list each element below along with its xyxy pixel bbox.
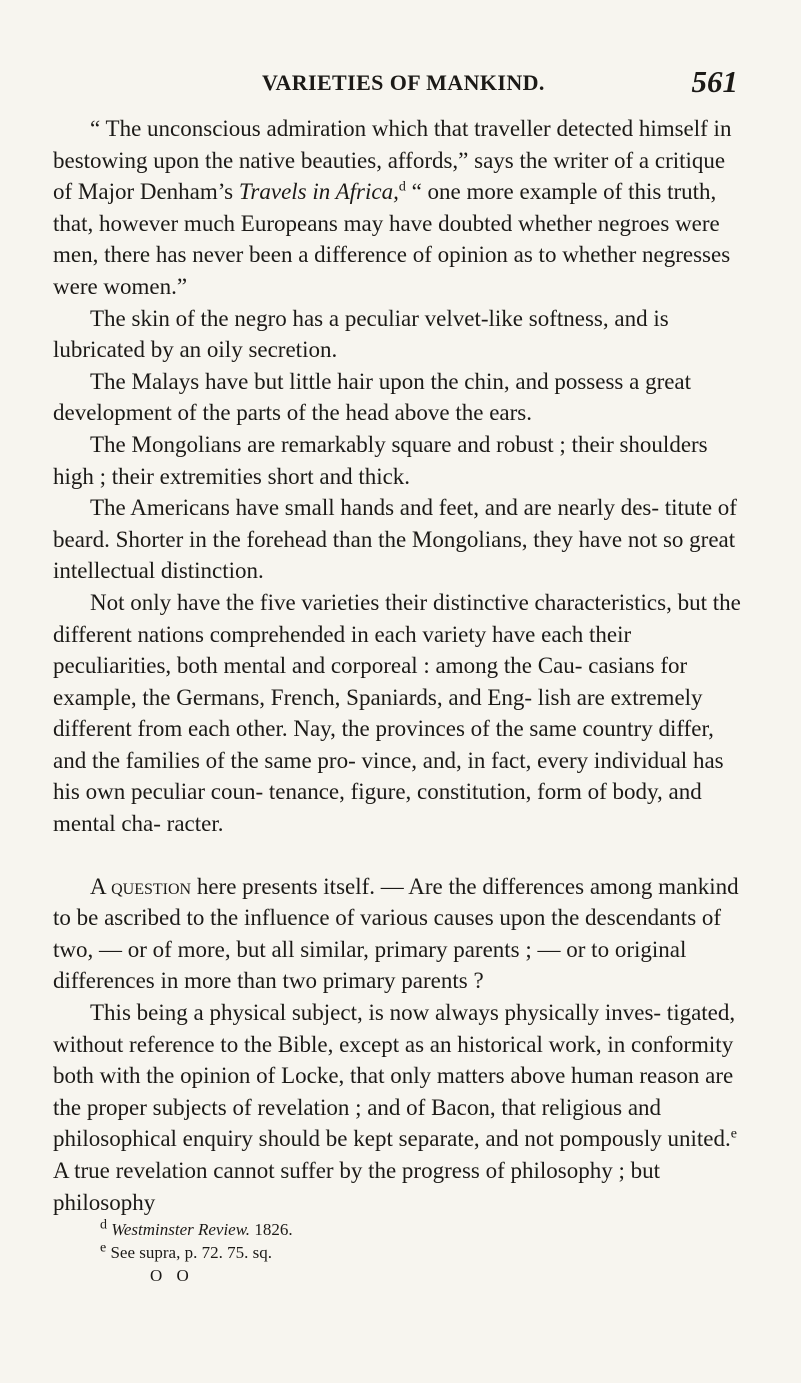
footnote-mark: e xyxy=(100,1240,107,1256)
footnote-d xyxy=(100,1218,600,1241)
text-run: here presents itself. — Are the differences among mankind to be ascribed to the influence of various causes upon the descendants of two, — or of more, but all similar, primary parents ; — or to original differences in more than two primary parents ? xyxy=(53,873,739,994)
footnote-text: 1826. xyxy=(250,1220,293,1239)
text-run: This being a physical subject, is now always physically inves- tigated, without reference to the Bible, except as an historical work, in conformity both with the opinion of Locke, that only matters above human reason are the proper subjects of revelation ; and of Bacon, that religious and philosophical enquiry should be kept separate, and not pompously united. xyxy=(53,1000,736,1152)
signature-mark: O O xyxy=(150,1266,194,1285)
footnote-mark: d xyxy=(100,1217,107,1233)
text-run: “ one more example of this truth, that, however much Europeans may have doubted whether negroes were men, there has never been a difference of opinion as to whether negresses were women.” xyxy=(53,179,731,299)
small-caps-lead: A question xyxy=(90,873,192,899)
paragraph-malays: The Malays have but little hair upon the chin, and possess a great development of the parts of the head above the ears. xyxy=(53,368,692,426)
running-head: VARIETIES OF MANKIND. xyxy=(262,70,545,95)
footnote-ref-d: d xyxy=(398,179,406,195)
paragraph-negro-skin: The skin of the negro has a peculiar velvet-like softness, and is lubricated by an oily secretion. xyxy=(53,305,669,363)
paragraph-denham-quote xyxy=(53,113,743,303)
footnote-text: See supra, p. 72. 75. sq. xyxy=(106,1243,272,1262)
footnote-ref-e: e xyxy=(730,1126,737,1142)
footnote-e xyxy=(100,1241,600,1264)
body-text xyxy=(53,113,743,1218)
paragraph-mongolians: The Mongolians are remarkably square and robust ; their shoulders high ; their extremities short and thick. xyxy=(53,431,708,489)
paragraph-question xyxy=(53,871,743,997)
footnote-title: Westminster Review. xyxy=(111,1220,251,1239)
paragraph-americans: The Americans have small hands and feet, and are nearly des- titute of beard. Shorter in the forehead than the Mongolians, they have not so great intellectual distinction. xyxy=(53,495,737,584)
text-run: A true revelation cannot suffer by the progress of philosophy ; but philosophy xyxy=(53,1158,661,1215)
paragraph-five-varieties: Not only have the five varieties their distinctive characteristics, but the different nations comprehended in each variety have each their peculiarities, both mental and corporeal : among the Cau- casians for example, the Germans, French, Spaniards, and Eng- lish are extremely different from each other. Nay, the provinces of the same country differ, and the families of the same pro- vince, and, in fact, every individual has his own peculiar coun- tenance, figure, constitution, form of body, and mental cha- racter. xyxy=(53,589,741,837)
page-number: 561 xyxy=(691,64,738,99)
footnotes xyxy=(100,1218,600,1264)
page-header xyxy=(262,64,738,106)
text-run: “ The unconscious admiration which that traveller detected himself in bestowing upon the native beauties, affords,” says the writer of a critique of Major Denham’s xyxy=(53,116,732,205)
paragraph-physical-subject xyxy=(53,997,743,1218)
italic-title: Travels in Africa, xyxy=(238,179,399,205)
